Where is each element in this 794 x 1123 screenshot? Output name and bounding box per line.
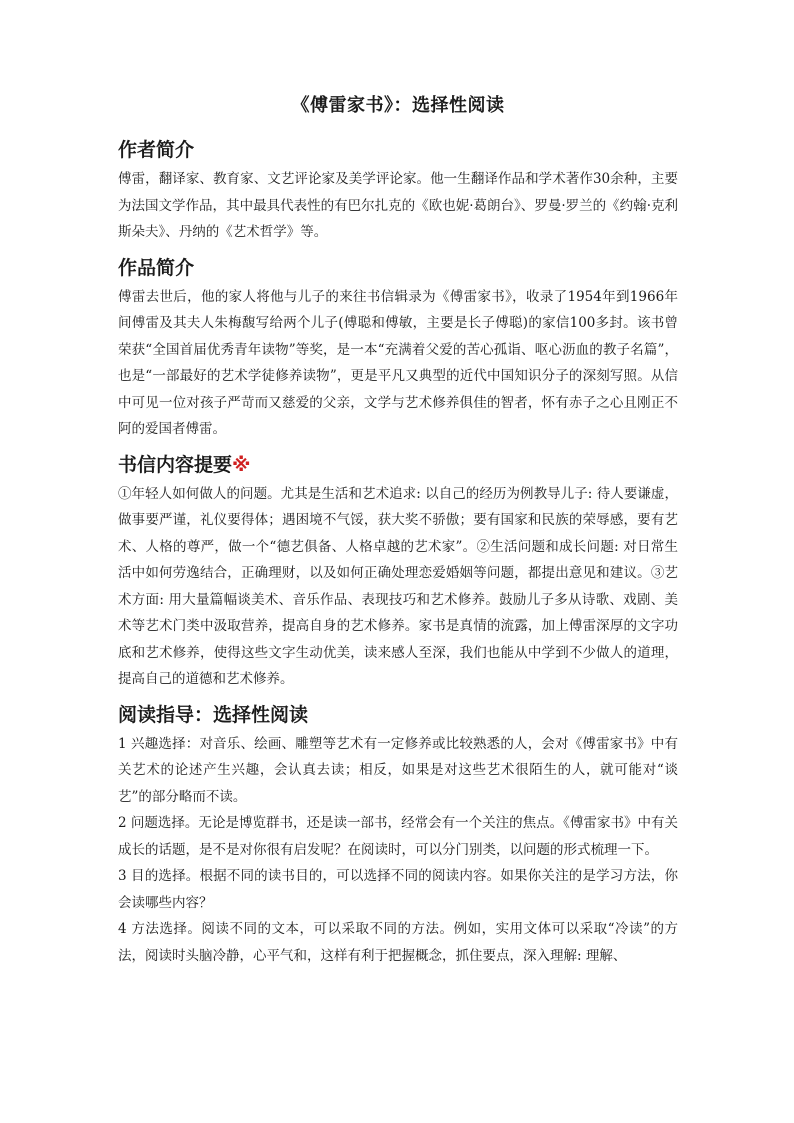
section-heading-text: 书信内容提要: [118, 453, 233, 476]
paragraph: 傅雷去世后，他的家人将他与儿子的来往书信辑录为《傅雷家书》，收录了1954年到1966年间傅雷及其夫人朱梅馥写给两个儿子(傅聪和傅敏，主要是长子傅聪)的家信100多封。该书曾荣获“全国首届优秀青年读物”等奖，是一本“充满着父爱的苦心孤诣、呕心沥血的教子名篇”，也是“一部最好的艺术学徒修养读物”，更是平凡又典型的近代中国知识分子的深刻写照。从信中可见一位对孩子严苛而又慈爱的父亲，文学与艺术修养俱佳的智者，怀有赤子之心且刚正不阿的爱国者傅雷。: [118, 288, 678, 437]
section-reading-guide: [118, 699, 678, 970]
guide-item: 3 目的选择。根据不同的读书目的，可以选择不同的阅读内容。如果你关注的是学习方法，你会读哪些内容？: [118, 868, 678, 911]
document-title: 《傅雷家书》：选择性阅读: [291, 95, 505, 116]
section-heading: 作者简介: [118, 139, 195, 161]
section-letter-summary: [118, 449, 678, 693]
section-heading: 阅读指导：选择性阅读: [118, 703, 309, 726]
document-page: [118, 92, 678, 975]
paragraph: 傅雷，翻译家、教育家、文艺评论家及美学评论家。他一生翻译作品和学术著作30余种，主要为法国文学作品，其中最具代表性的有巴尔扎克的《欧也妮·葛朗台》、罗曼·罗兰的《约翰·克利斯朵夫》、丹纳的《艺术哲学》等。: [118, 171, 678, 240]
important-mark-icon: ※: [232, 453, 251, 476]
section-heading: 作品简介: [118, 256, 195, 279]
guide-item: 4 方法选择。阅读不同的文本，可以采取不同的方法。例如，实用文体可以采取“冷读”的方法，阅读时头脑冷静，心平气和，这样有利于把握概念，抓住要点，深入理解: 理解、: [118, 921, 678, 964]
section-author-intro: [118, 134, 678, 246]
guide-item: 2 问题选择。无论是博览群书，还是读一部书，经常会有一个关注的焦点。《傅雷家书》中有关成长的话题，是不是对你很有启发呢？在阅读时，可以分门别类，以问题的形式梳理一下。: [118, 815, 678, 858]
section-work-intro: [118, 252, 678, 443]
paragraph: ①年轻人如何做人的问题。尤其是生活和艺术追求: 以自己的经历为例教导儿子: 待人要谦虚，做事要严谨，礼仪要得体；遇困境不气馁，获大奖不骄傲；要有国家和民族的荣辱感，要有艺术、人格的尊严，做一个“德艺俱备、人格卓越的艺术家”。②生活问题和成长问题: 对日常生活中如何劳逸结合，正确理财，以及如何正确处理恋爱婚姻等问题，都提出意见和建议。③艺术方面: 用大量篇幅谈美术、音乐作品、表现技巧和艺术修养。鼓励儿子多从诗歌、戏剧、美术等艺术门类中汲取营养，提高自身的艺术修养。家书是真情的流露，加上傅雷深厚的文字功底和艺术修养，使得这些文字生动优美，读来感人至深，我们也能从中学到不少做人的道理，提高自己的道德和艺术修养。: [118, 485, 678, 687]
guide-item: 1 兴趣选择：对音乐、绘画、雕塑等艺术有一定修养或比较熟悉的人，会对《傅雷家书》中有关艺术的论述产生兴趣，会认真去读；相反，如果是对这些艺术很陌生的人，就可能对“谈艺”的部分略而不读。: [118, 735, 678, 805]
section-heading-with-mark: [118, 449, 678, 481]
